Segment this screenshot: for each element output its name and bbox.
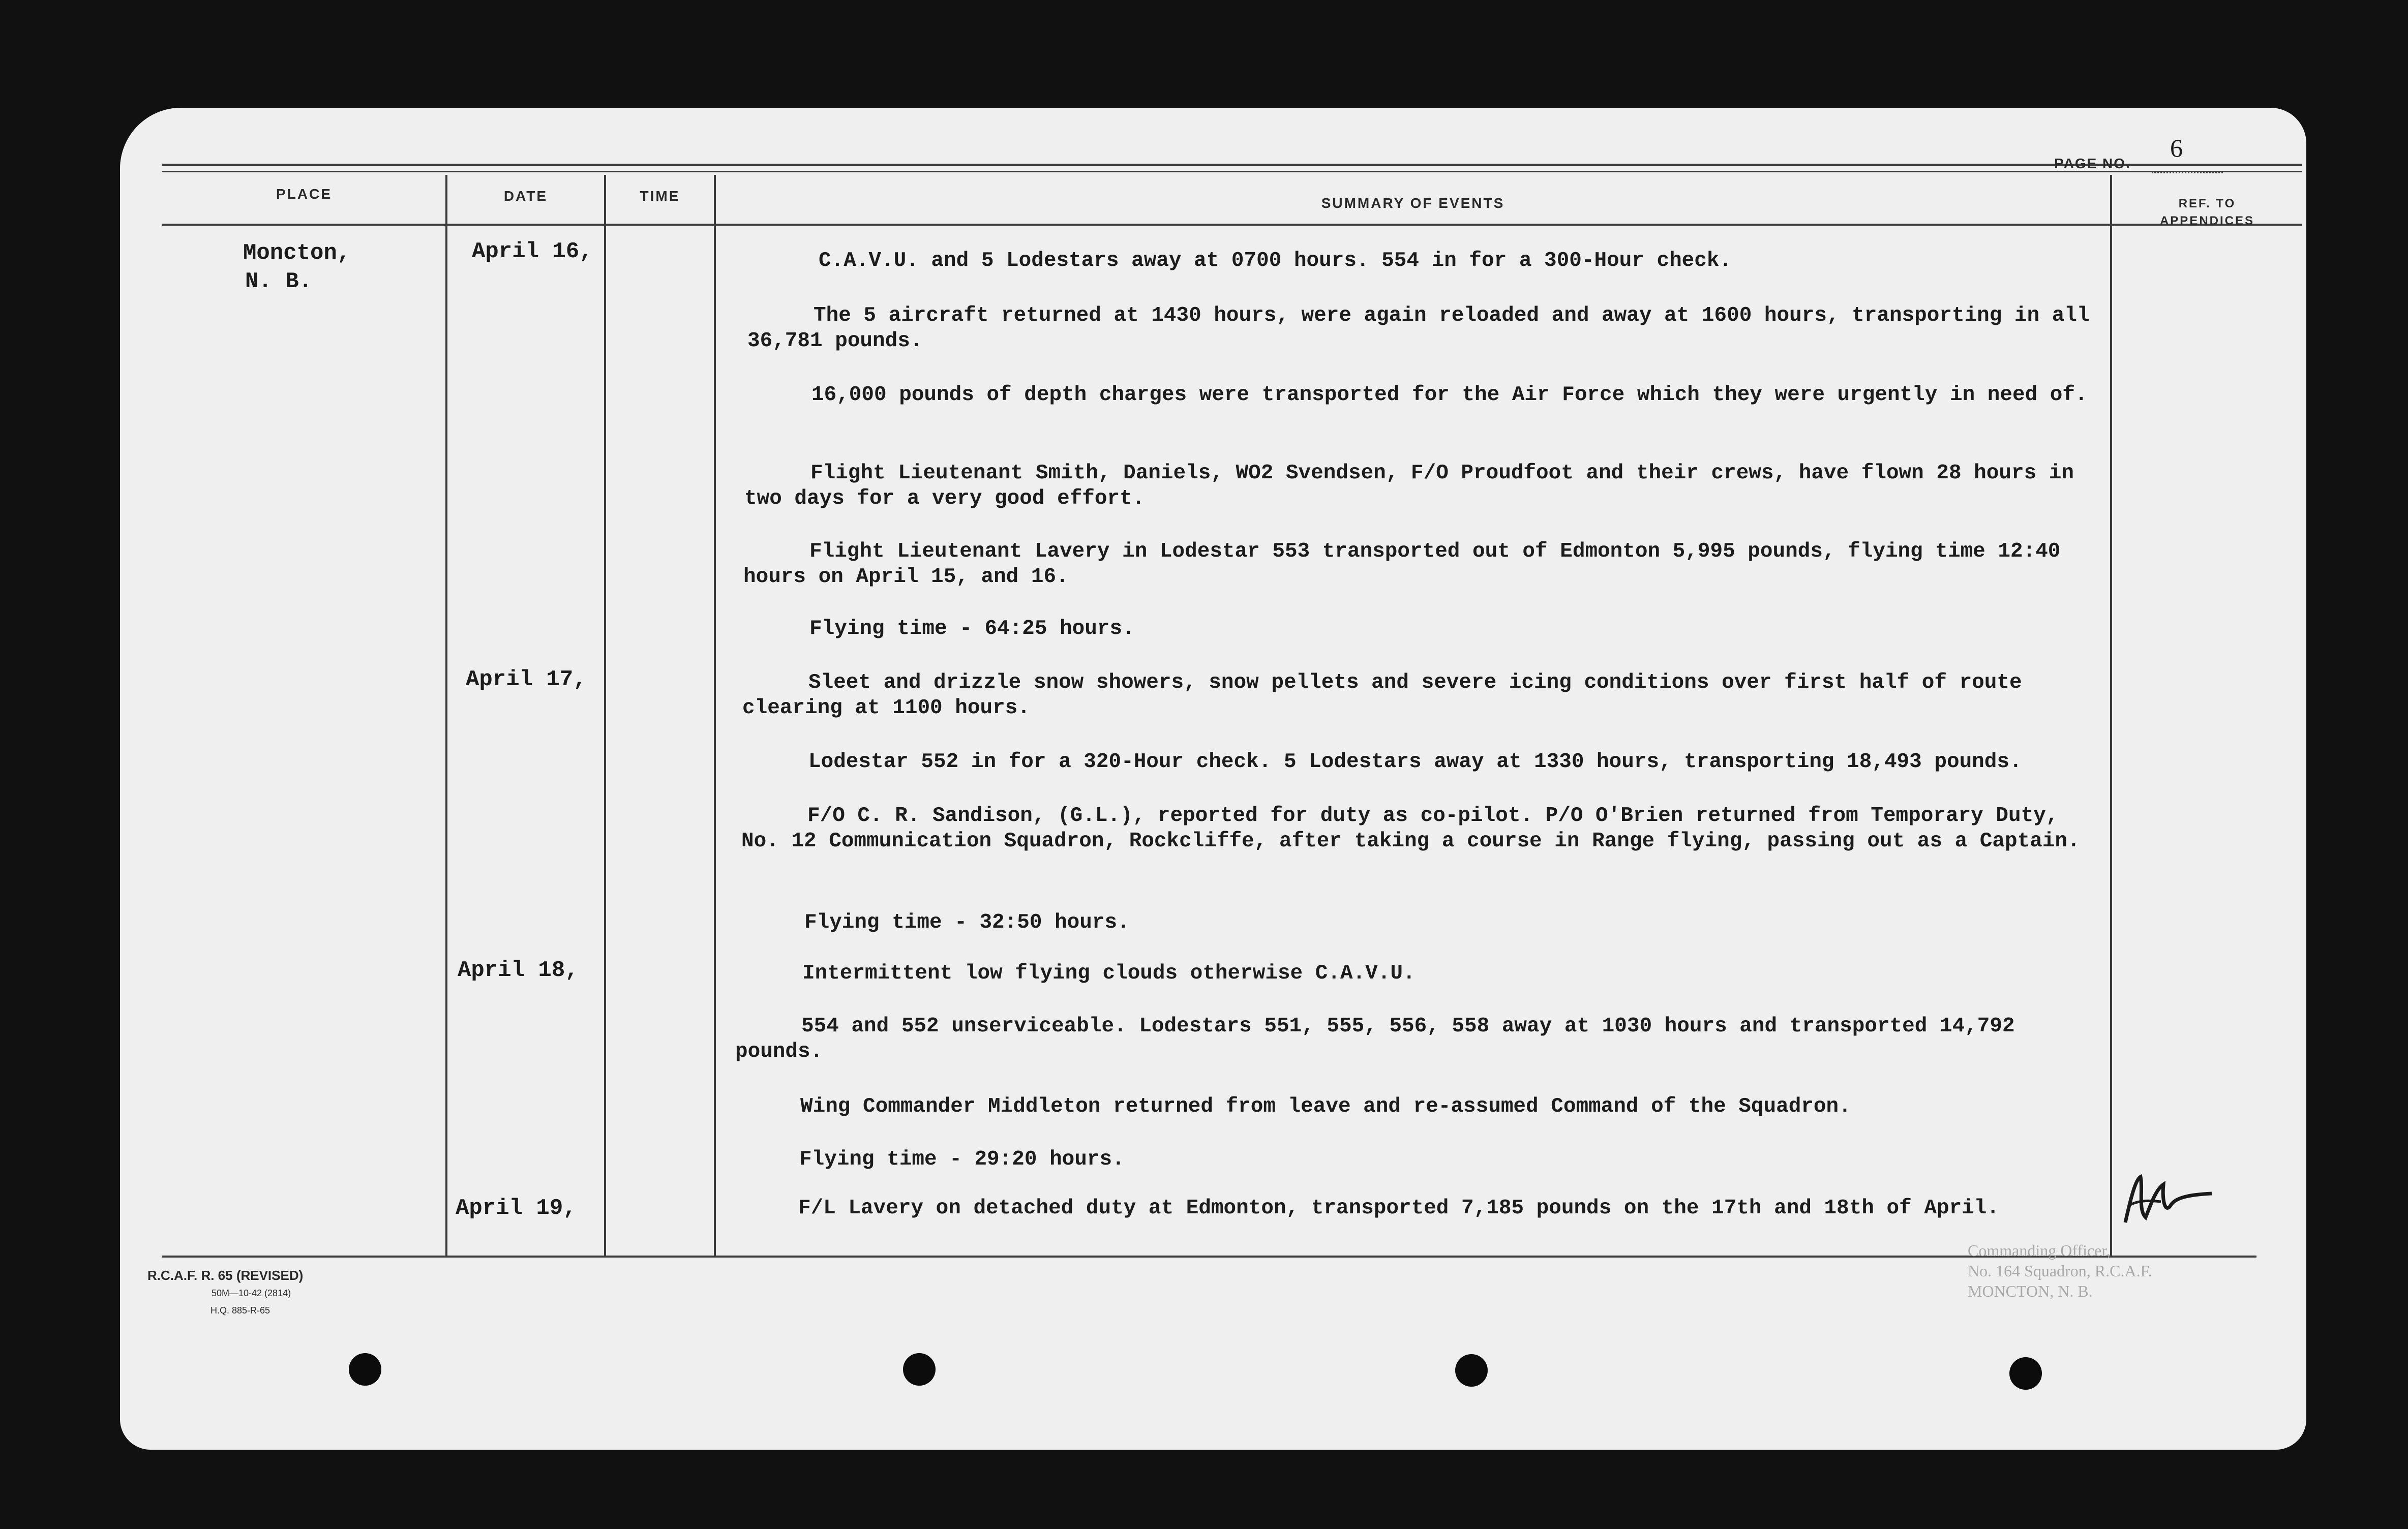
column-header-date: DATE	[503, 188, 548, 204]
event-entry: Sleet and drizzle snow showers, snow pellets and severe icing conditions over first half of route clearing at 1100 hours.	[742, 671, 2022, 720]
date-april-17: April 17,	[466, 667, 587, 692]
col-sep-place-date	[445, 175, 447, 1258]
column-header-ref-line2: APPENDICES	[2159, 214, 2255, 228]
form-print-code: 50M—10-42 (2814)	[212, 1288, 291, 1298]
event-entry: Lodestar 552 in for a 320-Hour check. 5 Lodestars away at 1330 hours, transporting 18,493 pounds.	[808, 750, 2022, 774]
punch-hole	[1455, 1354, 1488, 1387]
event-entry: Intermittent low flying clouds otherwise C.A.V.U.	[802, 962, 1416, 985]
form-hq-code: H.Q. 885-R-65	[210, 1305, 270, 1316]
date-april-19: April 19,	[456, 1196, 577, 1221]
bottom-rule	[162, 1256, 2256, 1258]
col-sep-date-time	[604, 175, 606, 1258]
top-rule-2	[162, 171, 2302, 172]
column-header-ref	[2112, 195, 2302, 230]
form-number: R.C.A.F. R. 65 (REVISED)	[147, 1268, 304, 1283]
place-line2: N. B.	[245, 269, 313, 294]
date-april-18: April 18,	[458, 958, 579, 983]
event-entry: F/O C. R. Sandison, (G.L.), reported for duty as co-pilot. P/O O'Brien returned from Temporary Duty, No. 12 Communication Squadron, Rockcliffe, after taking a course in Range flying, passing out as a Captain.	[741, 804, 2080, 853]
commanding-officer-signature	[2115, 1169, 2217, 1230]
place-line1: Moncton,	[243, 240, 351, 266]
col-sep-time-summary	[714, 175, 716, 1258]
column-header-summary: SUMMARY OF EVENTS	[1321, 195, 1505, 211]
stamp-line2: No. 164 Squadron, R.C.A.F.	[1968, 1262, 2152, 1280]
event-entry: C.A.V.U. and 5 Lodestars away at 0700 hours. 554 in for a 300-Hour check.	[819, 249, 1732, 272]
col-sep-summary-ref	[2110, 175, 2112, 1258]
header-rule	[162, 224, 2302, 226]
event-entry: Flying time - 32:50 hours.	[804, 911, 1130, 934]
date-april-16: April 16,	[472, 239, 593, 264]
event-entry: F/L Lavery on detached duty at Edmonton, transported 7,185 pounds on the 17th and 18th of April.	[798, 1197, 1999, 1220]
event-entry: Flight Lieutenant Lavery in Lodestar 553 transported out of Edmonton 5,995 pounds, flying time 12:40 hours on April 15, and 16.	[743, 540, 2061, 589]
column-header-ref-line1: REF. TO	[2178, 197, 2236, 210]
event-entry: The 5 aircraft returned at 1430 hours, were again reloaded and away at 1600 hours, transporting in all 36,781 pounds.	[747, 304, 2090, 353]
top-rule-1	[162, 164, 2302, 166]
event-entry: 554 and 552 unserviceable. Lodestars 551, 555, 556, 558 away at 1030 hours and transported 14,792 pounds.	[735, 1015, 2015, 1063]
event-entry: Wing Commander Middleton returned from leave and re-assumed Command of the Squadron.	[800, 1095, 1851, 1118]
column-header-time: TIME	[640, 188, 680, 204]
punch-hole	[349, 1353, 381, 1386]
column-header-place: PLACE	[276, 186, 332, 202]
event-entry: Flying time - 29:20 hours.	[799, 1148, 1125, 1171]
page-number-dotted-line	[2152, 172, 2223, 173]
stamp-line1: Commanding Officer,	[1968, 1241, 2111, 1260]
punch-hole	[903, 1353, 936, 1386]
page-number: 6	[2170, 134, 2183, 162]
place-cell	[243, 239, 350, 296]
event-entry: Flight Lieutenant Smith, Daniels, WO2 Svendsen, F/O Proudfoot and their crews, have flown 28 hours in two days for a very good effort.	[744, 462, 2074, 510]
punch-hole	[2009, 1357, 2042, 1390]
page-number-label: PAGE NO.	[2054, 156, 2131, 171]
stamp-line3: MONCTON, N. B.	[1968, 1282, 2093, 1300]
event-entry: 16,000 pounds of depth charges were transported for the Air Force which they were urgently in need of.	[811, 383, 2088, 407]
commanding-officer-stamp	[1968, 1240, 2152, 1301]
event-entry: Flying time - 64:25 hours.	[809, 617, 1135, 640]
